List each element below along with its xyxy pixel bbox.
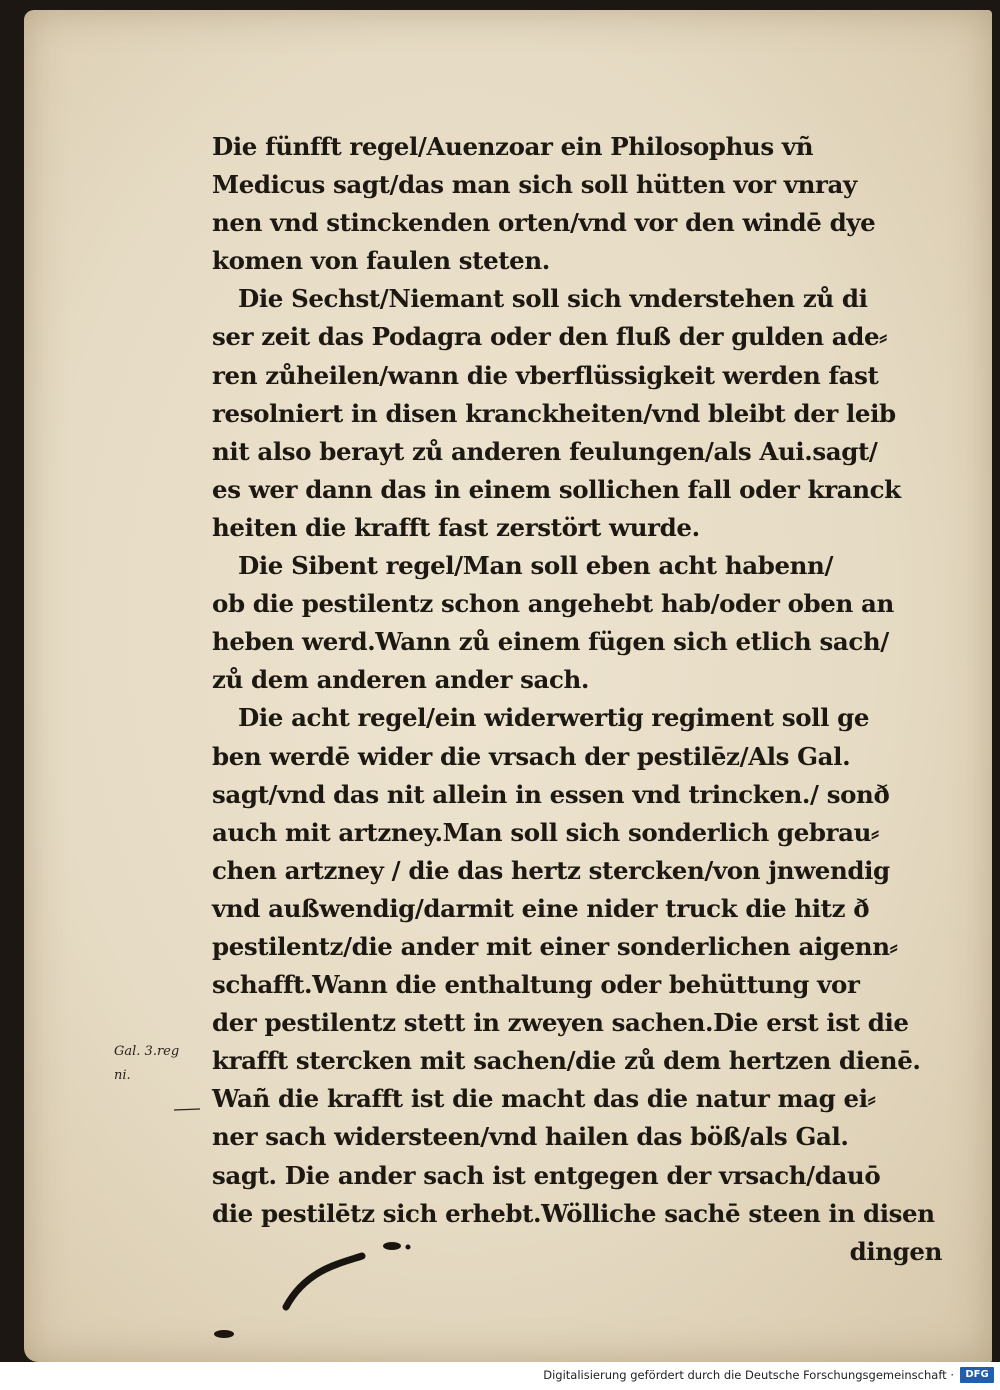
text-line: heben werd.Wann zů einem fügen sich etlich sach/ [212,627,889,657]
text-line: sagt/vnd das nit allein in essen vnd trincken./ sonð [212,779,890,809]
text-line: zů dem anderen ander sach. [212,665,590,695]
text-line: Die Sibent regel/Man soll eben acht habenn/ [238,551,834,581]
text-line: sagt. Die ander sach ist entgegen der vrsach/dauō [212,1160,881,1190]
marginal-note-line: ni. [114,1068,131,1083]
marginal-note-line: Gal. 3.reg [114,1044,180,1059]
text-line: es wer dann das in einem sollichen fall oder kranck [212,474,901,504]
text-line: heiten die krafft fast zerstört wurde. [212,512,700,542]
text-line: ren zůheilen/wann die vberflüssigkeit werden fast [212,360,879,390]
text-line: nit also berayt zů anderen feulungen/als Aui.sagt/ [212,436,878,466]
main-text [212,128,952,1271]
text-line: Die fünfft regel/Auenzoar ein Philosophus vñ [212,132,814,161]
text-line: ben werdē wider die vrsach der pestilēz/Als Gal. [212,741,851,771]
text-line: schafft.Wann die enthaltung oder behüttung vor [212,970,860,1000]
footer-credit: Digitalisierung gefördert durch die Deutsche Forschungsgemeinschaft · [543,1368,954,1382]
text-line: ner sach widersteen/vnd hailen das böß/als Gal. [212,1122,849,1152]
text-line: die pestilētz sich erhebt.Wölliche sachē steen in disen [212,1198,935,1228]
text-line: vnd außwendig/darmit eine nider truck die hitz ð [212,893,870,923]
text-line: Die Sechst/Niemant soll sich vnderstehen zů di [238,284,868,314]
ink-blot [214,1330,234,1338]
text-line: resolniert in disen kranckheiten/vnd bleibt der leib [212,398,896,428]
text-line: auch mit artzney.Man soll sich sonderlich gebrau⸗ [212,817,879,847]
catchword: dingen [849,1236,942,1266]
text-line: Medicus sagt/das man sich soll hütten vor vnray [212,170,857,200]
text-line: pestilentz/die ander mit einer sonderlichen aigenn⸗ [212,931,898,961]
text-line: Wañ die krafft ist die macht das die natur mag ei⸗ [212,1084,876,1114]
text-line: der pestilentz stett in zweyen sachen.Die erst ist die [212,1008,909,1038]
dfg-logo: DFG [960,1367,994,1383]
text-line: chen artzney / die das hertz stercken/von jnwendig [212,855,890,885]
footer [0,1362,1000,1390]
marginal-note [114,1040,214,1088]
book-page [24,10,992,1362]
text-line: ob die pestilentz schon angehebt hab/oder oben an [212,589,894,619]
ink-stroke [174,1109,200,1110]
text-line: krafft stercken mit sachen/die zů dem hertzen dienē. [212,1046,921,1076]
text-line: Die acht regel/ein widerwertig regiment soll ge [238,703,870,733]
text-line: ser zeit das Podagra oder den fluß der gulden ade⸗ [212,322,887,352]
text-line: komen von faulen steten. [212,246,550,276]
text-line: nen vnd stinckenden orten/vnd vor den windē dye [212,208,876,238]
